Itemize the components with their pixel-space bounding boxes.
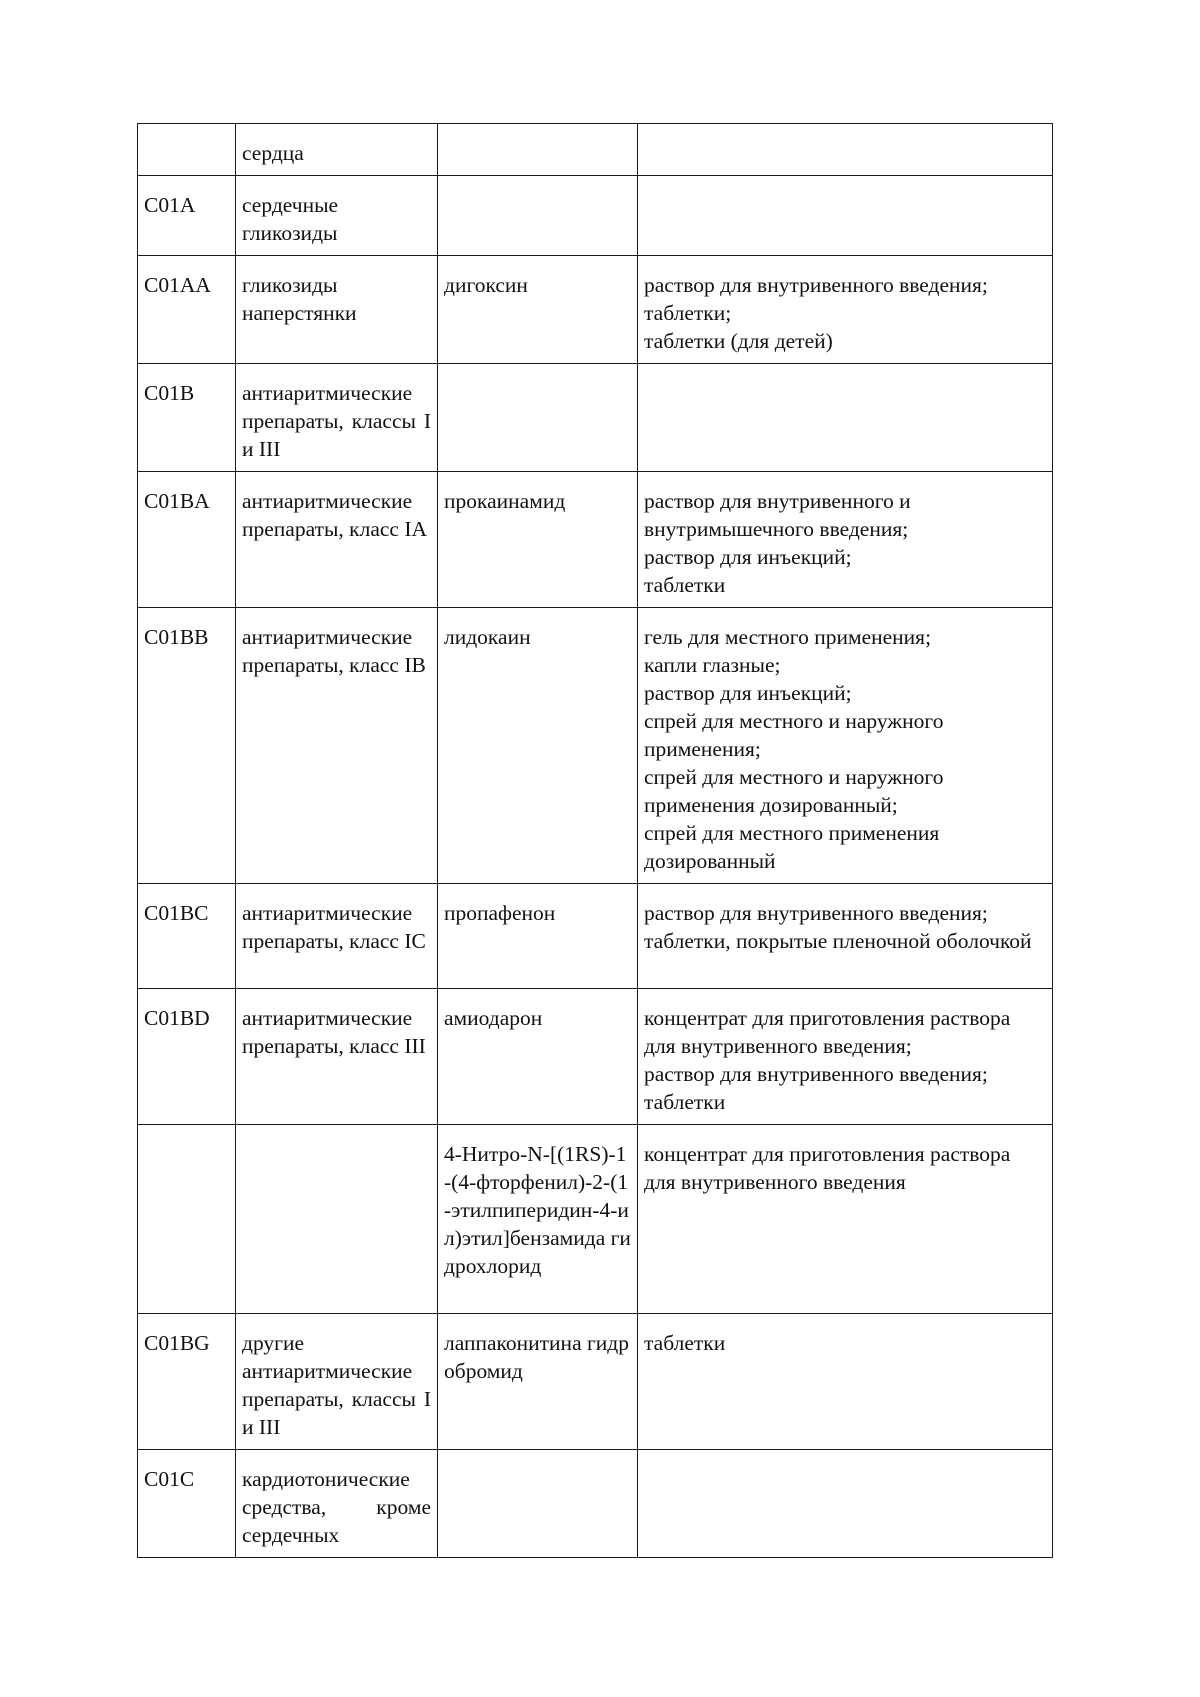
dosage-forms-cell [638, 256, 1053, 364]
atc-code-cell: C01B [138, 364, 236, 472]
group-name-cell: гликозиды наперстянки [236, 256, 438, 364]
dosage-form-line: раствор для внутривенного введения; [644, 273, 988, 297]
atc-code-cell: C01BD [138, 989, 236, 1125]
dosage-forms-cell [638, 1125, 1053, 1314]
dosage-form-line: спрей для местного и наружного применения; [644, 709, 944, 761]
group-name-cell: антиаритмические препараты, класс IC [236, 884, 438, 989]
dosage-form-line: раствор для внутривенного и внутримышечного введения; [644, 489, 911, 541]
drug-name-cell [438, 176, 638, 256]
dosage-form-line: таблетки; [644, 301, 732, 325]
group-name-cell [236, 1125, 438, 1314]
group-name-cell: сердечные гликозиды [236, 176, 438, 256]
table-row [138, 124, 1053, 176]
dosage-forms-cell [638, 989, 1053, 1125]
atc-code-cell [138, 124, 236, 176]
dosage-forms-cell [638, 124, 1053, 176]
dosage-form-line: гель для местного применения; [644, 625, 932, 649]
drug-name-cell: прокаинамид [438, 472, 638, 608]
drug-name-cell: лаппаконитина гидробромид [438, 1314, 638, 1450]
group-name-cell: сердца [236, 124, 438, 176]
dosage-forms-cell [638, 472, 1053, 608]
table-row [138, 1450, 1053, 1558]
group-name-cell: антиаритмические препараты, классы I и III [236, 364, 438, 472]
drug-name-cell: 4-Нитро-N-[(1RS)-1-(4-фторфенил)-2-(1-этилпиперидин-4-ил)этил]бензамида гидрохлорид [438, 1125, 638, 1314]
dosage-forms-cell [638, 884, 1053, 989]
dosage-form-line: концентрат для приготовления раствора для внутривенного введения [644, 1142, 1011, 1194]
drug-name-cell [438, 364, 638, 472]
dosage-form-line: спрей для местного и наружного применения дозированный; [644, 765, 944, 817]
group-name-cell: антиаритмические препараты, класс IB [236, 608, 438, 884]
dosage-forms-cell [638, 608, 1053, 884]
dosage-form-line: таблетки [644, 573, 726, 597]
atc-code-cell: C01BG [138, 1314, 236, 1450]
dosage-form-line: капли глазные; [644, 653, 781, 677]
dosage-form-line: таблетки [644, 1331, 726, 1355]
atc-code-cell: C01C [138, 1450, 236, 1558]
drug-name-cell [438, 124, 638, 176]
group-name-cell: другие антиаритмические препараты, классы I и III [236, 1314, 438, 1450]
atc-code-cell: C01BB [138, 608, 236, 884]
atc-code-cell: C01BA [138, 472, 236, 608]
drug-name-cell: амиодарон [438, 989, 638, 1125]
dosage-form-line: раствор для инъекций; [644, 681, 852, 705]
classification-table [137, 123, 1053, 1558]
dosage-form-line: раствор для инъекций; [644, 545, 852, 569]
dosage-forms-cell [638, 1450, 1053, 1558]
group-name-cell: кардиотонические средства, кроме сердечных [236, 1450, 438, 1558]
table-row [138, 884, 1053, 989]
dosage-form-line: таблетки [644, 1090, 726, 1114]
table-row [138, 256, 1053, 364]
dosage-forms-cell [638, 364, 1053, 472]
drug-name-cell: дигоксин [438, 256, 638, 364]
dosage-forms-cell [638, 176, 1053, 256]
atc-code-cell [138, 1125, 236, 1314]
atc-code-cell: C01BC [138, 884, 236, 989]
drug-name-cell: пропафенон [438, 884, 638, 989]
drug-name-cell [438, 1450, 638, 1558]
drug-name-cell: лидокаин [438, 608, 638, 884]
table-row [138, 608, 1053, 884]
dosage-form-line: спрей для местного применения дозированный [644, 821, 940, 873]
dosage-form-line: концентрат для приготовления раствора для внутривенного введения; [644, 1006, 1011, 1058]
table-row [138, 989, 1053, 1125]
dosage-form-line: таблетки (для детей) [644, 329, 833, 353]
atc-code-cell: C01AA [138, 256, 236, 364]
dosage-form-line: таблетки, покрытые пленочной оболочкой [644, 929, 1032, 953]
table-row [138, 176, 1053, 256]
table-row [138, 1125, 1053, 1314]
dosage-form-line: раствор для внутривенного введения; [644, 1062, 988, 1086]
table-row [138, 1314, 1053, 1450]
dosage-form-line: раствор для внутривенного введения; [644, 901, 988, 925]
table-row [138, 472, 1053, 608]
group-name-cell: антиаритмические препараты, класс III [236, 989, 438, 1125]
group-name-cell: антиаритмические препараты, класс IA [236, 472, 438, 608]
table-row [138, 364, 1053, 472]
dosage-forms-cell [638, 1314, 1053, 1450]
table-body [138, 124, 1053, 1558]
atc-code-cell: C01A [138, 176, 236, 256]
